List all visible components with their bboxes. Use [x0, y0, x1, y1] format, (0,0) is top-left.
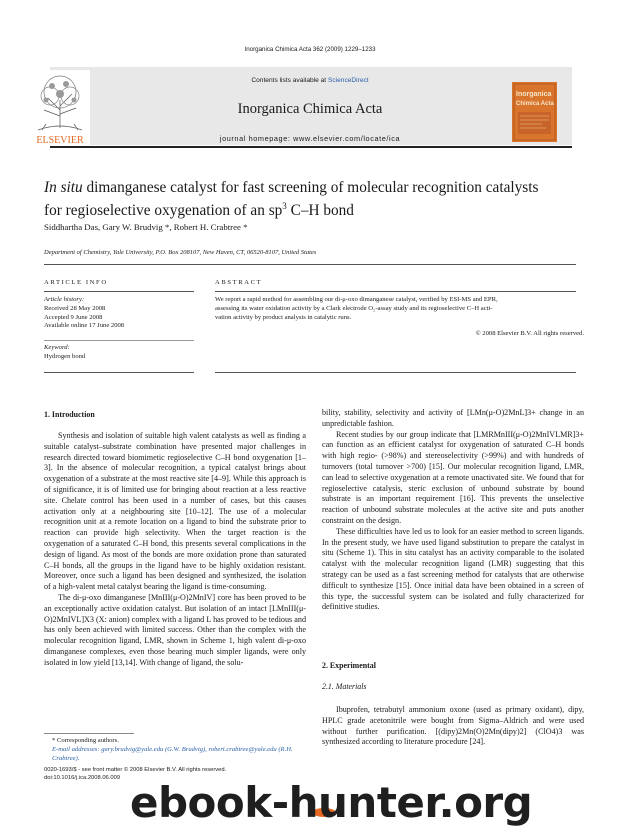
- keywords: [44, 344, 204, 362]
- issn-line: 0020-1693/$ - see front matter © 2008 Elsevier B.V. All rights reserved.: [44, 767, 227, 773]
- abstract-bottom-rule: [215, 372, 576, 373]
- keyword-label: Keyword:: [44, 344, 70, 351]
- materials-text: [322, 705, 584, 748]
- intro-paragraph-1: Synthesis and isolation of suitable high valent catalysts as well as finding a suitable catalyst–substrate combination have presented major challenges in research directed toward biomimetic regioselective C–H bond oxygenation [1–3]. In the absence of molecular recognition, a typical catalyst brings about oxygenation of a substrate at the most reactive site [4–9]. While this approach is of significance, it is of limited use for bringing about reaction at a less reactive site. Chelate control has been used in a number of cases, but this causes activation only at a neighbouring site [10–12]. The use of a molecular recognition unit at a remote location on a ligand to bind the substrate prior to reaction can provide high selectivity. When the target reaction is the oxygenation of a saturated C–H bond, this presents several complications in the design of ligand. As most of the bonds are more oxidation prone than saturated C–H bonds, all the groups in the ligand have to be highly oxidation resistant. Moreover, once such a ligand has been designed and synthesized, the isolation of a high-valent metal catalyst bearing the ligand is time-consuming.: [44, 431, 306, 592]
- title-italic: In situ: [44, 179, 83, 196]
- running-head: Inorganica Chimica Acta 362 (2009) 1229–1233: [244, 46, 376, 53]
- keyword-item: Hydrogen bond: [44, 352, 86, 360]
- abstract-rule: [215, 291, 576, 292]
- article-info-rule: [44, 291, 194, 292]
- keyword-bottom-rule: [44, 372, 194, 373]
- journal-homepage[interactable]: journal homepage: www.elsevier.com/locate/ica: [219, 134, 401, 143]
- article-title: [44, 178, 584, 220]
- cover-title-1: Inorganica: [516, 91, 552, 98]
- author-list: Siddhartha Das, Gary W. Brudvig *, Robert H. Crabtree *: [44, 222, 248, 232]
- left-column-text: [44, 431, 306, 669]
- article-info-heading: ARTICLE INFO: [44, 279, 108, 286]
- doi-line[interactable]: doi:10.1016/j.ica.2008.06.009: [44, 774, 121, 781]
- section-heading-experimental: 2. Experimental: [322, 661, 376, 670]
- elsevier-wordmark: ELSEVIER: [36, 135, 84, 146]
- copyright: © 2008 Elsevier B.V. All rights reserved.: [475, 330, 584, 337]
- online-date: Available online 17 June 2008: [44, 322, 125, 330]
- footnote-emails[interactable]: E-mail addresses: gary.brudvig@yale.edu (G.W. Brudvig), robert.crabtree@yale.edu (R.H. Crabtree).: [52, 745, 293, 762]
- abstract-heading: ABSTRACT: [215, 279, 263, 286]
- intro-paragraph-2: The di-μ-oxo dimanganese [MnIII(μ-O)2MnIV] core has been proved to be an exceptionally active oxidation catalyst. But isolation of an intact [LMnIII(μ-O)2MnIVL]X3 (X: anion) complex with a ligand L has proved to be tedious and has only been achieved with limited success. Other than the complex with the molecular recognition ligand, LMR, shown in Scheme 1, high valent di-μ-oxo dimanganese complexes, even those bearing much simpler ligands, were only isolated in low yield [13,14]. With change of ligand, the solu-: [44, 592, 306, 667]
- title-part-1: dimanganese catalyst for fast screening of molecular recognition catalysts: [82, 179, 539, 196]
- right-paragraph-1: Recent studies by our group indicate that [LMRMnIII(μ-O)2MnIVLMR]3+ can function as an efficient catalyst for oxygenation of saturated C–H bonds with high regio- (>98%) and stereoselectivity (>99%) and with hundreds of turnovers (total turnover >700) [15]. Our molecular recognition ligand, LMR, can lead to selective oxygenation at a remote unactivated site. We found that for regioselective catalysis, steric exclusion of unbound substrate by bound substrate is an important requirement [16]. This prevents the unselective reaction of unbound substrate molecules at the active site and puts another constraint on the design.: [322, 429, 584, 525]
- article-history: [44, 296, 204, 331]
- footnote-corresponding: * Corresponding authors.: [52, 737, 119, 744]
- keyword-rule: [44, 340, 194, 341]
- footnote-rule: [44, 733, 134, 734]
- right-paragraph-2: These difficulties have led us to look for an easier method to screen ligands. In the present study, we have used ligand substitution to prepare the catalyst in situ (Scheme 1). This in situ catalyst has an activity comparable to the isolated catalyst with the molecular recognition ligand (LMR) suggesting that this strategy can be used as a fast screening method for catalysts that are otherwise difficult to synthesize [15]. Once initial data have been obtained in a screen of this type, the successful system can be isolated and fully characterized for definitive studies.: [322, 526, 584, 612]
- journal-title: Inorganica Chimica Acta: [237, 101, 383, 117]
- materials-paragraph: Ibuprofen, tetrabutyl ammonium oxone (used as primary oxidant), dipy, HPLC grade acetonitrile were bought from Sigma–Aldrich and were used without further purification. [(dipy)2Mn(O)2Mn(dipy)2] (ClO4)3 was synthesized according to literature procedure [24].: [322, 705, 584, 747]
- watermark: ebook-hunter.org: [130, 778, 533, 827]
- abstract-line-1: We report a rapid method for assembling our di-μ-oxo dimanganese catalyst, verified by ESI-MS and EPR,: [215, 296, 498, 303]
- title-superscript: 3: [282, 201, 287, 211]
- subsection-heading-materials: 2.1. Materials: [322, 682, 367, 691]
- abstract-text: [215, 296, 576, 322]
- accepted-date: Accepted 9 June 2008: [44, 313, 103, 321]
- title-part-3: C–H bond: [286, 202, 354, 220]
- abstract-line-3: vation activity by product analysis in catalytic runs.: [215, 313, 352, 321]
- affiliation: Department of Chemistry, Yale University, P.O. Box 208107, New Haven, CT, 06520-8107, United States: [44, 249, 317, 256]
- received-date: Received 28 May 2008: [44, 304, 106, 312]
- cover-title-2: Chimica Acta: [516, 101, 554, 107]
- section-heading-introduction: 1. Introduction: [44, 410, 95, 419]
- contents-prefix: Contents lists available at: [251, 77, 328, 84]
- header-rule: [50, 146, 572, 148]
- right-column-text: [322, 408, 584, 613]
- journal-cover-thumbnail: [512, 82, 557, 142]
- title-part-2: for regioselective oxygenation of an sp: [44, 202, 283, 220]
- right-paragraph-continued: bility, stability, selectivity and activity of [LMn(μ-O)2MnL]3+ change in an unpredictable fashion.: [322, 408, 584, 428]
- history-label: Article history:: [44, 296, 85, 303]
- abstract-line-2: assessing its water oxidation activity by a Clark electrode O₂-assay study and its regioselective C–H acti-: [215, 304, 493, 312]
- sciencedirect-link[interactable]: ScienceDirect: [327, 77, 369, 84]
- footnote: [52, 737, 306, 763]
- affiliation-rule: [44, 264, 576, 265]
